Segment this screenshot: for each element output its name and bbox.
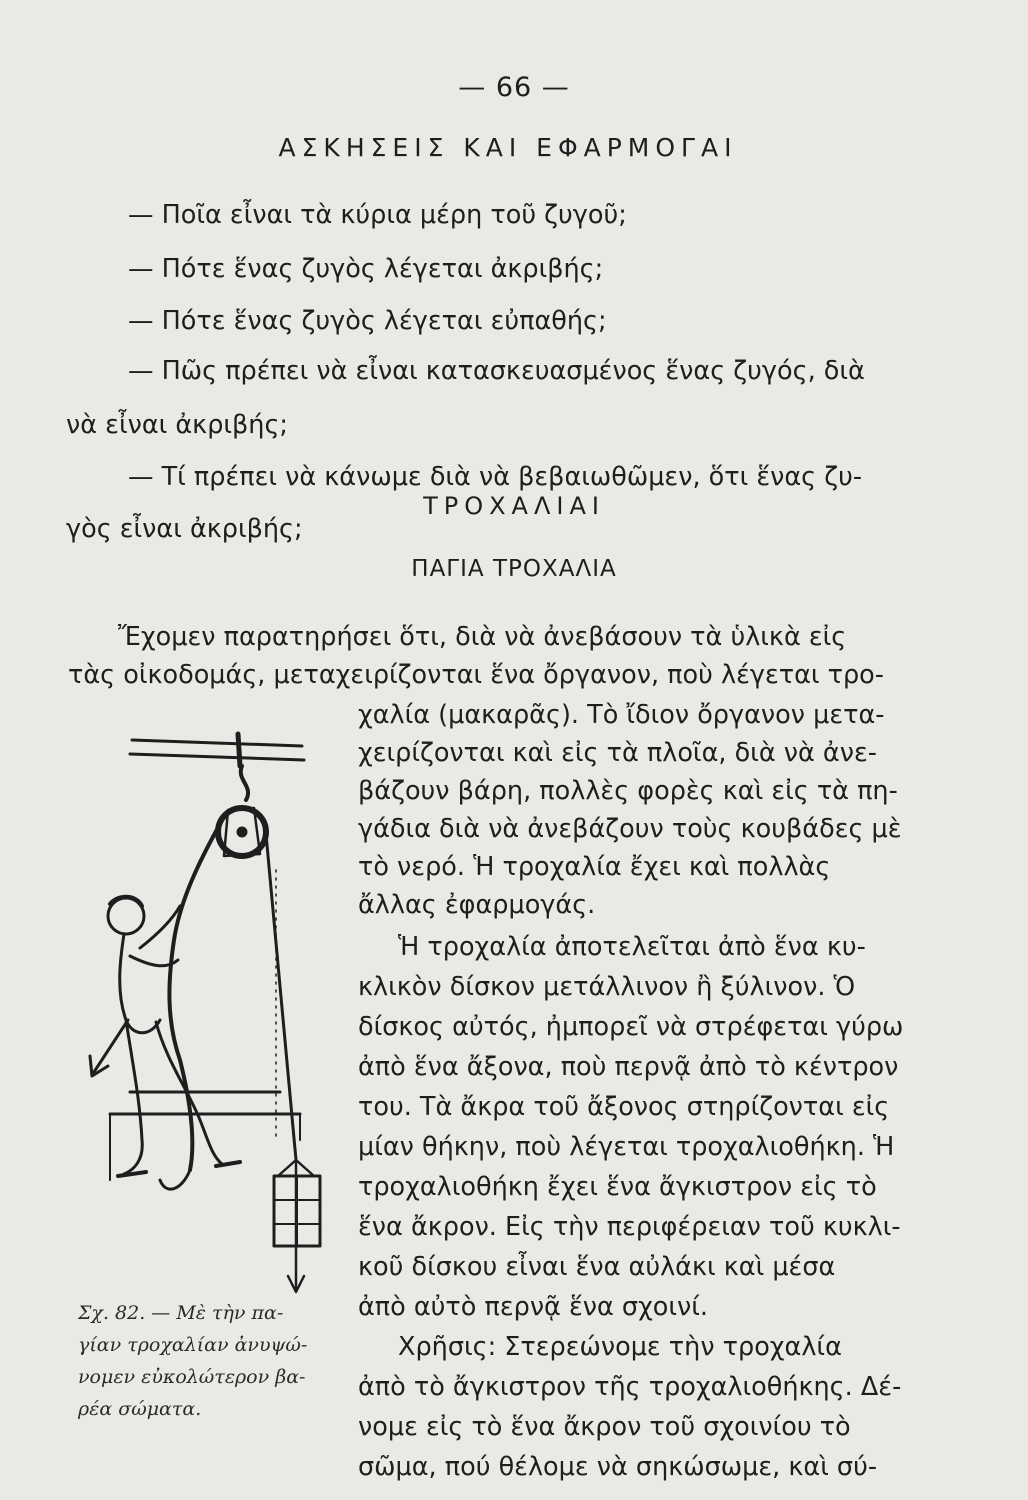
body-line: βάζουν βάρη, πολλὲς φορὲς καὶ εἰς τὰ πη- xyxy=(358,776,898,806)
rope-pull-side xyxy=(169,824,220,1170)
section-title: ΤΡΟΧΑΛΙΑΙ xyxy=(423,492,605,520)
weight-straps xyxy=(274,1176,320,1246)
body-line: τὸ νερό. Ἡ τροχαλία ἔχει καὶ πολλὰς xyxy=(358,852,831,882)
body-line: ἀπὸ τὸ ἄγκιστρον τῆς τροχαλιοθήκης. Δέ- xyxy=(358,1372,902,1402)
exercise-question: — Πῶς πρέπει νὰ εἶναι κατασκευασμένος ἕνας ζυγός, διὰ xyxy=(128,356,865,386)
body-line: τὰς οἰκοδομάς, μεταχειρίζονται ἕνα ὄργανον, ποὺ λέγεται τρο- xyxy=(68,660,884,690)
exercise-question: — Ποῖα εἶναι τὰ κύρια μέρη τοῦ ζυγοῦ; xyxy=(128,200,627,230)
beam-top-edge xyxy=(132,740,302,746)
exercise-question: — Τί πρέπει νὰ κάνωμε διὰ νὰ βεβαιωθῶμεν, ὅτι ἕνας ζυ- xyxy=(128,462,863,492)
body-line: τροχαλιοθήκη ἔχει ἕνα ἄγκιστρον εἰς τὸ xyxy=(358,1172,877,1202)
body-line: δίσκος αὐτός, ἠμπορεῖ νὰ στρέφεται γύρω xyxy=(358,1012,904,1042)
body-line: Ἡ τροχαλία ἀποτελεῖται ἀπὸ ἕνα κυ- xyxy=(398,932,866,962)
figure-caption-line: ρέα σώματα. xyxy=(78,1398,202,1420)
body-line: κοῦ δίσκου εἶναι ἕνα αὐλάκι καὶ μέσα xyxy=(358,1252,836,1282)
platform-post xyxy=(110,1114,300,1180)
body-line: Ἔχομεν παρατηρήσει ὅτι, διὰ νὰ ἀνεβάσουν τὰ ὑλικὰ εἰς xyxy=(118,622,847,652)
beam-bottom-edge xyxy=(130,754,304,760)
pulley-illustration xyxy=(70,720,350,1300)
body-line: νομε εἰς τὸ ἕνα ἄκρον τοῦ σχοινίου τὸ xyxy=(358,1412,851,1442)
body-line: γάδια διὰ νὰ ἀνεβάζουν τοὺς κουβάδες μὲ xyxy=(358,814,902,844)
section-subtitle: ΠΑΓΙΑ ΤΡΟΧΑΛΙΑ xyxy=(411,556,617,582)
man-leg-back xyxy=(124,1020,142,1174)
body-line: χαλία (μακαρᾶς). Τὸ ἴδιον ὄργανον μετα- xyxy=(358,700,885,730)
figure-caption-line: νομεν εὐκολώτερον βα- xyxy=(78,1366,306,1388)
body-line: ἀπὸ αὐτὸ περνᾷ ἕνα σχοινί. xyxy=(358,1292,709,1322)
exercise-question: — Πότε ἕνας ζυγὸς λέγεται ἀκριβής; xyxy=(128,254,604,284)
body-line: κλικὸν δίσκον μετάλλινον ἢ ξύλινον. Ὁ xyxy=(358,972,856,1002)
body-line: Χρῆσις: Στερεώνομε τὴν τροχαλία xyxy=(398,1332,842,1362)
body-line: ἕνα ἄκρον. Εἰς τὴν περιφέρειαν τοῦ κυκλι- xyxy=(358,1212,901,1242)
hook xyxy=(241,766,248,800)
exercise-question: — Πότε ἕνας ζυγὸς λέγεται εὐπαθής; xyxy=(128,306,607,336)
body-line: του. Τὰ ἄκρα τοῦ ἄξονος στηρίζονται εἰς xyxy=(358,1092,890,1122)
body-line: ἀπὸ ἕνα ἄξονα, ποὺ περνᾷ ἀπὸ τὸ κέντρον xyxy=(358,1052,899,1082)
exercise-question-cont: νὰ εἶναι ἀκριβής; xyxy=(66,410,289,440)
body-line: ἄλλας ἐφαρμογάς. xyxy=(358,890,596,920)
body-line: χειρίζονται καὶ εἰς τὰ πλοῖα, διὰ νὰ ἀνε- xyxy=(358,738,877,768)
force-arrow-line xyxy=(94,1020,128,1072)
rope-weight-side xyxy=(266,834,296,1160)
pulley-axle xyxy=(237,827,247,837)
figure-caption-line: γίαν τροχαλίαν ἀνυψώ- xyxy=(78,1334,308,1356)
figure-caption-line: Σχ. 82. — Μὲ τὴν πα- xyxy=(78,1302,284,1324)
exercises-heading: ΑΣΚΗΣΕΙΣ ΚΑΙ ΕΦΑΡΜΟΓΑΙ xyxy=(278,133,738,162)
page-number: — 66 — xyxy=(458,72,570,103)
exercise-question-cont: γὸς εἶναι ἀκριβής; xyxy=(66,514,303,544)
body-line: σῶμα, πού θέλομε νὰ σηκώσωμε, καὶ σύ- xyxy=(358,1452,878,1482)
body-line: μίαν θήκην, ποὺ λέγεται τροχαλιοθήκη. Ἡ xyxy=(358,1132,895,1162)
man-hair xyxy=(110,897,142,906)
rope-end xyxy=(160,1170,190,1189)
beam-clamp xyxy=(238,734,240,766)
